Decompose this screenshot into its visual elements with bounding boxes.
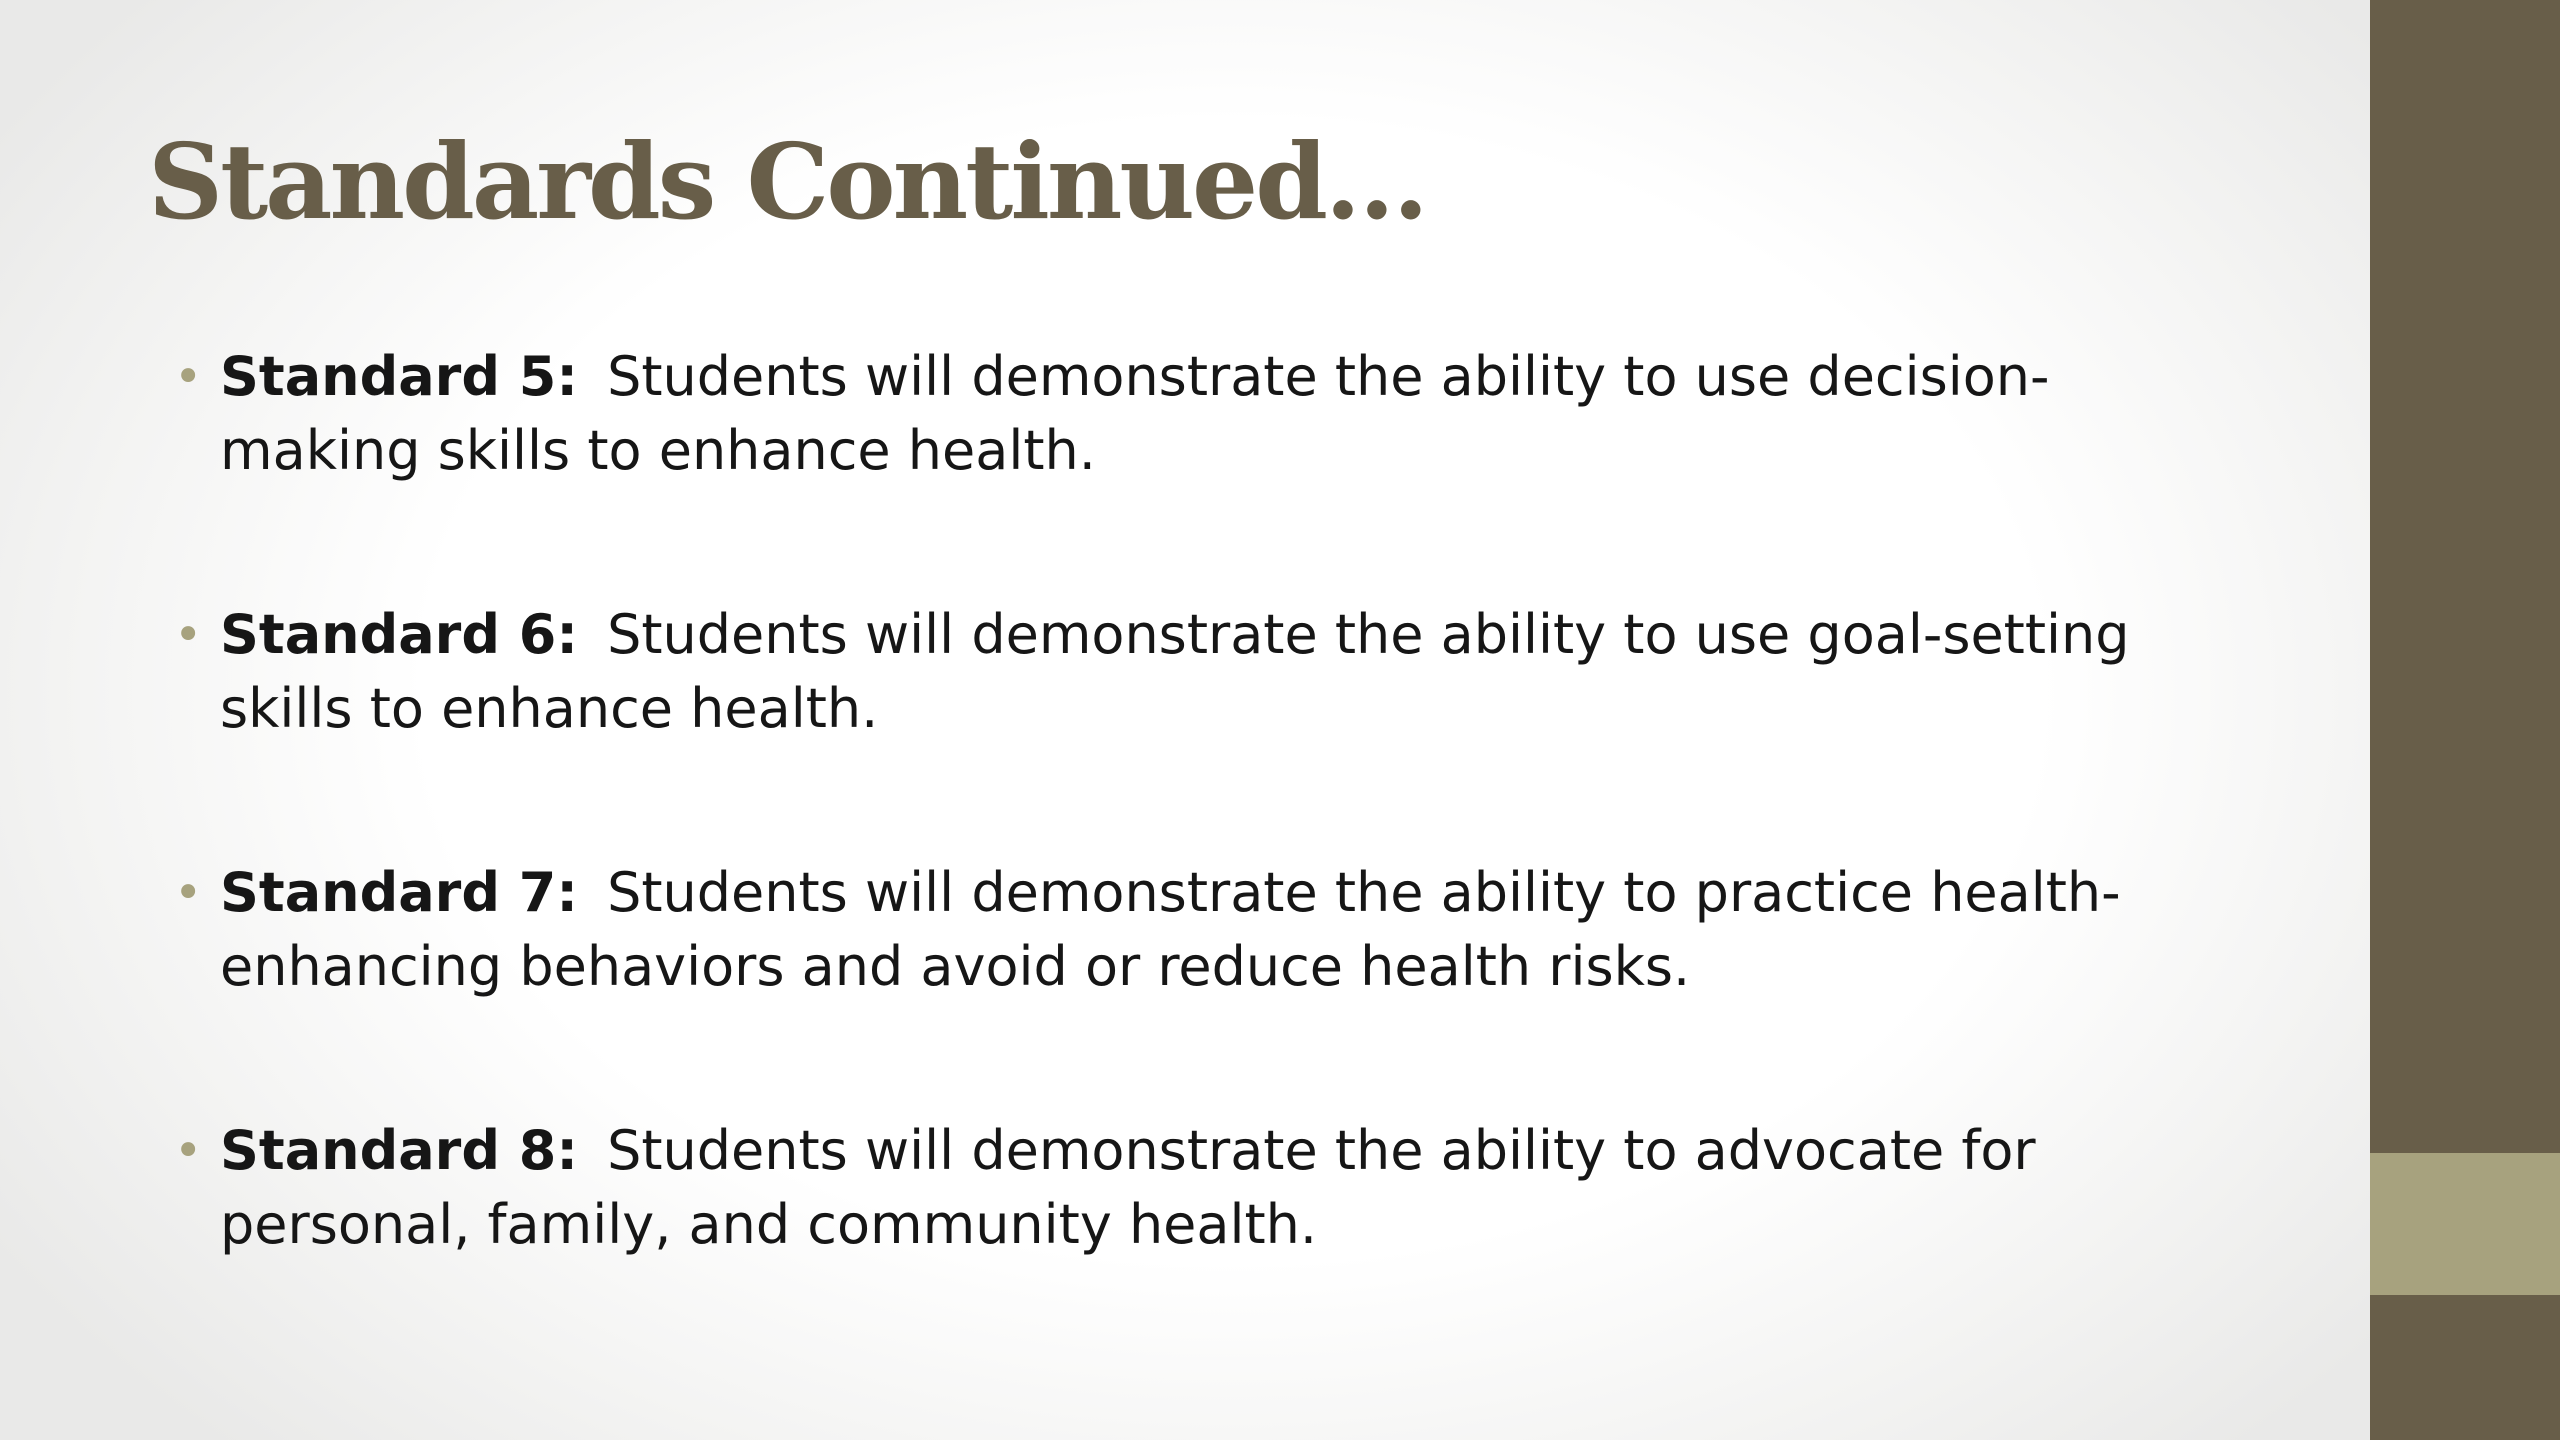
standard-text: Students will demonstrate the ability to practice health-enhancing behaviors and avoid or reduce health risks. bbox=[220, 861, 2121, 998]
bullet-icon: • bbox=[174, 865, 203, 921]
standard-text: Students will demonstrate the ability to use decision-making skills to enhance health. bbox=[220, 345, 2050, 482]
list-item-standard-8 bbox=[170, 1114, 2210, 1372]
side-accent bbox=[2370, 1153, 2560, 1295]
standard-text: Students will demonstrate the ability to advocate for personal, family, and community health. bbox=[220, 1119, 2036, 1256]
standard-text: Students will demonstrate the ability to use goal-setting skills to enhance health. bbox=[220, 603, 2130, 740]
standard-label: Standard 5: bbox=[220, 345, 578, 408]
list-item-standard-7 bbox=[170, 856, 2210, 1114]
standard-label: Standard 7: bbox=[220, 861, 578, 924]
list-item-standard-5 bbox=[170, 340, 2210, 598]
standard-label: Standard 8: bbox=[220, 1119, 578, 1182]
standards-list bbox=[170, 340, 2210, 1372]
slide-title: Standards Continued… bbox=[148, 120, 1426, 243]
bullet-icon: • bbox=[174, 607, 203, 663]
list-item-standard-6 bbox=[170, 598, 2210, 856]
bullet-icon: • bbox=[174, 1123, 203, 1179]
bullet-icon: • bbox=[174, 349, 203, 405]
standard-label: Standard 6: bbox=[220, 603, 578, 666]
